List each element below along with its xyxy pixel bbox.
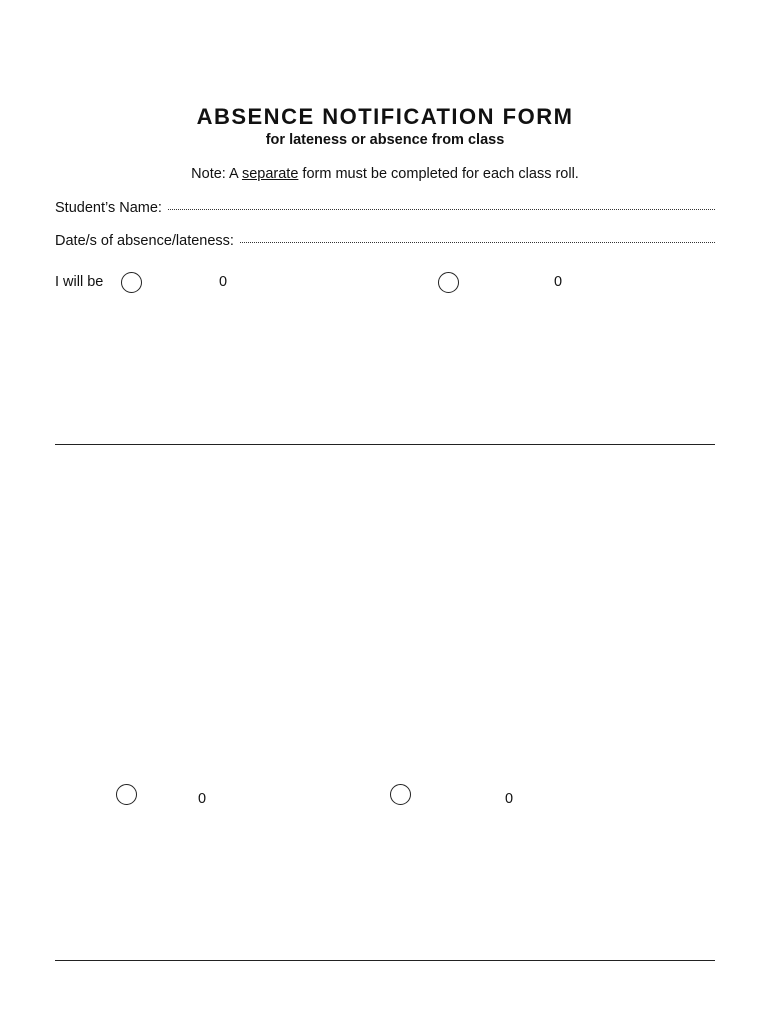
form-subtitle: for lateness or absence from class [265,132,505,148]
student-name-field[interactable] [168,208,715,210]
option-bottom-2-value: 0 [505,791,514,807]
radio-option-bottom-2[interactable] [390,784,411,805]
section-divider-top [55,444,715,445]
note-prefix: Note: A [191,166,242,182]
absence-date-row [55,233,715,249]
student-name-row [55,200,715,216]
option-top-2-value: 0 [554,274,563,290]
option-bottom-1-value: 0 [198,791,207,807]
form-title: ABSENCE NOTIFICATION FORM [196,104,574,129]
option-top-1-value: 0 [219,274,228,290]
radio-option-top-1[interactable] [121,272,142,293]
i-will-be-label: I will be [55,274,104,290]
radio-option-top-2[interactable] [438,272,459,293]
section-divider-bottom [55,960,715,961]
note-suffix: form must be completed for each class roll. [298,166,579,182]
note-emphasis: separate [241,166,299,182]
radio-option-bottom-1[interactable] [116,784,137,805]
form-note [0,166,770,182]
absence-date-field[interactable] [240,241,715,243]
student-name-label: Student’s Name: [55,200,162,216]
absence-date-label: Date/s of absence/lateness: [55,233,234,249]
